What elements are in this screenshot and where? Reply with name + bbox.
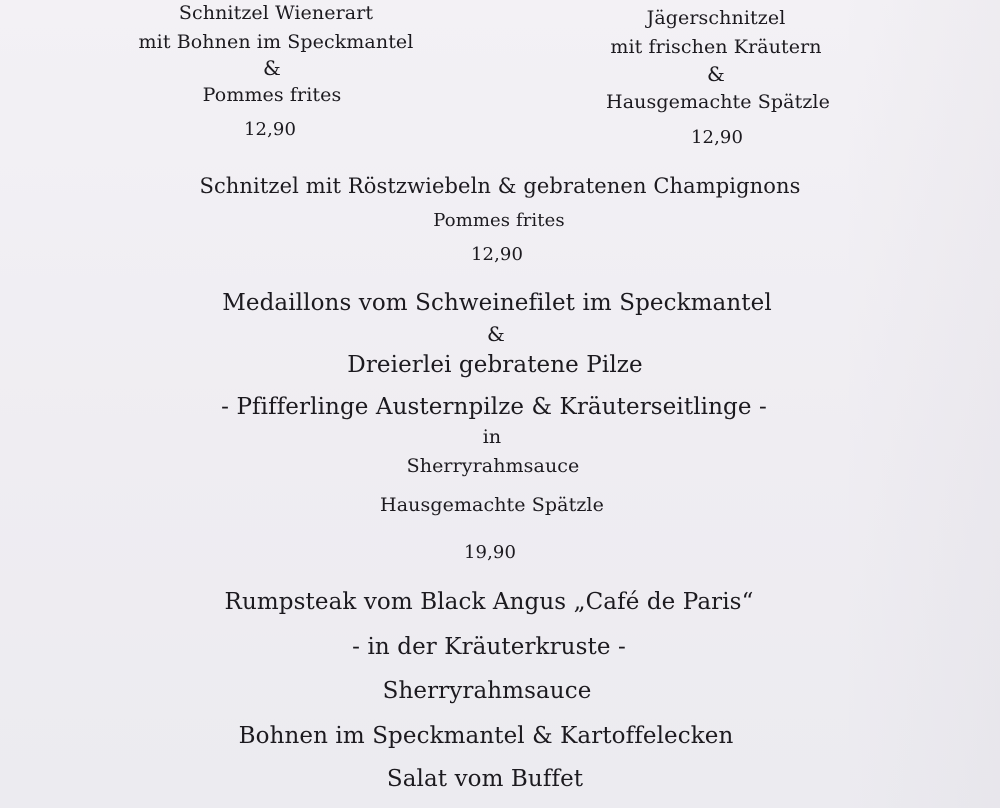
item5-sides: Bohnen im Speckmantel & Kartoffelecken: [238, 723, 734, 749]
item4-side: Hausgemachte Spätzle: [380, 494, 604, 516]
item2-subtitle: mit frischen Kräutern: [610, 36, 822, 58]
item4-subtitle: Dreierlei gebratene Pilze: [347, 352, 643, 378]
item5-salad: Salat vom Buffet: [386, 766, 584, 792]
item2-title: Jägerschnitzel: [646, 7, 786, 29]
item4-mushrooms: - Pfifferlinge Austernpilze & Kräuterseitlinge -: [221, 394, 767, 420]
item1-side: Pommes frites: [202, 84, 342, 106]
item5-sauce: Sherryrahmsauce: [382, 678, 592, 704]
paper-shade: [840, 0, 1000, 808]
item4-price: 19,90: [463, 542, 517, 563]
item5-subtitle: - in der Kräuterkruste -: [352, 634, 626, 660]
item4-title: Medaillons vom Schweinefilet im Speckmantel: [222, 290, 772, 316]
item3-title: Schnitzel mit Röstzwiebeln & gebratenen Champignons: [199, 174, 801, 198]
item2-side: Hausgemachte Spätzle: [606, 91, 830, 113]
item4-in: in: [482, 426, 502, 448]
item4-ampersand: &: [487, 322, 505, 346]
item1-subtitle: mit Bohnen im Speckmantel: [138, 31, 414, 53]
item5-title: Rumpsteak vom Black Angus „Café de Paris“: [224, 589, 754, 615]
item2-price: 12,90: [690, 127, 744, 148]
item1-title: Schnitzel Wienerart: [178, 2, 374, 24]
item2-ampersand: &: [707, 62, 725, 86]
item1-ampersand: &: [263, 56, 281, 80]
item3-price: 12,90: [470, 244, 524, 265]
item3-side: Pommes frites: [433, 210, 565, 231]
item1-price: 12,90: [243, 119, 297, 140]
item4-sauce: Sherryrahmsauce: [406, 455, 580, 477]
